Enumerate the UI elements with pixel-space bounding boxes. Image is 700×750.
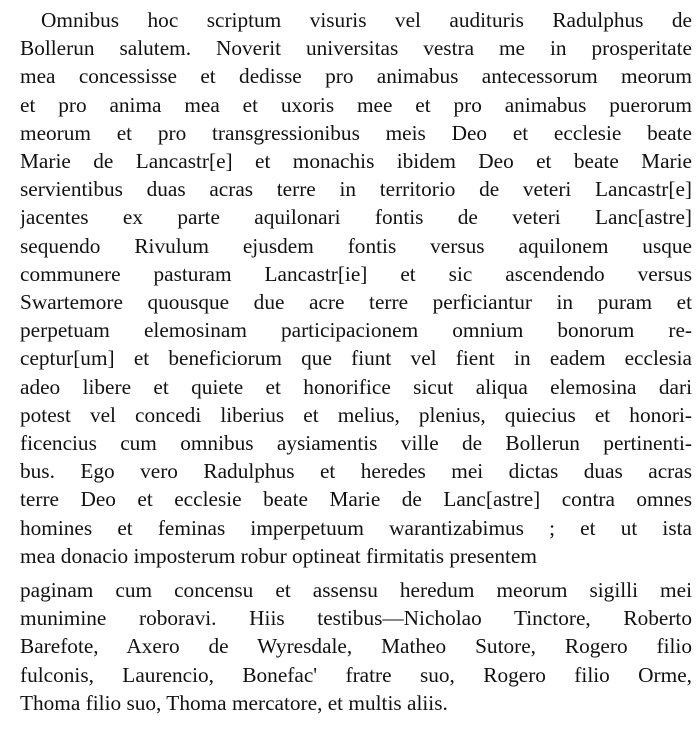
text-line: bus. Ego vero Radulphus et heredes mei dictas duas acras bbox=[20, 459, 692, 484]
text-line: homines et feminas imperpetuum warantizabimus ; et ut ista bbox=[20, 515, 692, 540]
text-line: paginam cum concensu et assensu heredum meorum sigilli mei bbox=[20, 578, 692, 603]
text-line: meorum et pro transgressionibus meis Deo et ecclesie beate bbox=[20, 120, 692, 145]
text-line: communere pasturam Lancastr[ie] et sic ascendendo versus bbox=[20, 261, 692, 286]
text-line: perpetuam elemosinam participacionem omnium bonorum re- bbox=[20, 318, 692, 343]
text-line: mea donacio imposterum robur optineat firmitatis presentem bbox=[20, 543, 537, 568]
text-line: Omnibus hoc scriptum visuris vel audituris Radulphus de bbox=[41, 8, 692, 32]
text-line: Barefote, Axero de Wyresdale, Matheo Sutore, Rogero filio bbox=[20, 634, 692, 659]
text-line: ficencius cum omnibus aysiamentis ville de Bollerun pertinenti- bbox=[20, 431, 692, 456]
text-line: jacentes ex parte aquilonari fontis de veteri Lanc[astre] bbox=[20, 205, 692, 230]
text-line: Bollerun salutem. Noverit universitas vestra me in prosperitate bbox=[20, 36, 692, 61]
text-line: Marie de Lancastr[e] et monachis ibidem Deo et beate Marie bbox=[20, 149, 692, 174]
text-line: potest vel concedi liberius et melius, plenius, quiecius et honori- bbox=[20, 402, 692, 427]
charter-page bbox=[20, 6, 692, 717]
text-line: munimine roboravi. Hiis testibus—Nicholao Tinctore, Roberto bbox=[20, 606, 692, 631]
text-line: adeo libere et quiete et honorifice sicut aliqua elemosina dari bbox=[20, 374, 692, 399]
text-line: Swartemore quousque due acre terre perficiantur in puram et bbox=[20, 290, 692, 315]
text-line: et pro anima mea et uxoris mee et pro animabus puerorum bbox=[20, 92, 692, 117]
text-line: fulconis, Laurencio, Bonefac' fratre suo, Rogero filio Orme, bbox=[20, 662, 692, 687]
charter-paragraph-main bbox=[20, 6, 692, 570]
charter-paragraph-continuation bbox=[20, 576, 692, 717]
text-line: servientibus duas acras terre in territorio de veteri Lancastr[e] bbox=[20, 177, 692, 202]
text-line: ceptur[um] et beneficiorum que fiunt vel fient in eadem ecclesia bbox=[20, 346, 692, 371]
text-line: mea concessisse et dedisse pro animabus antecessorum meorum bbox=[20, 64, 692, 89]
text-line: Thoma filio suo, Thoma mercatore, et multis aliis. bbox=[20, 690, 448, 715]
text-line: sequendo Rivulum ejusdem fontis versus aquilonem usque bbox=[20, 233, 692, 258]
text-line: terre Deo et ecclesie beate Marie de Lanc[astre] contra omnes bbox=[20, 487, 692, 512]
